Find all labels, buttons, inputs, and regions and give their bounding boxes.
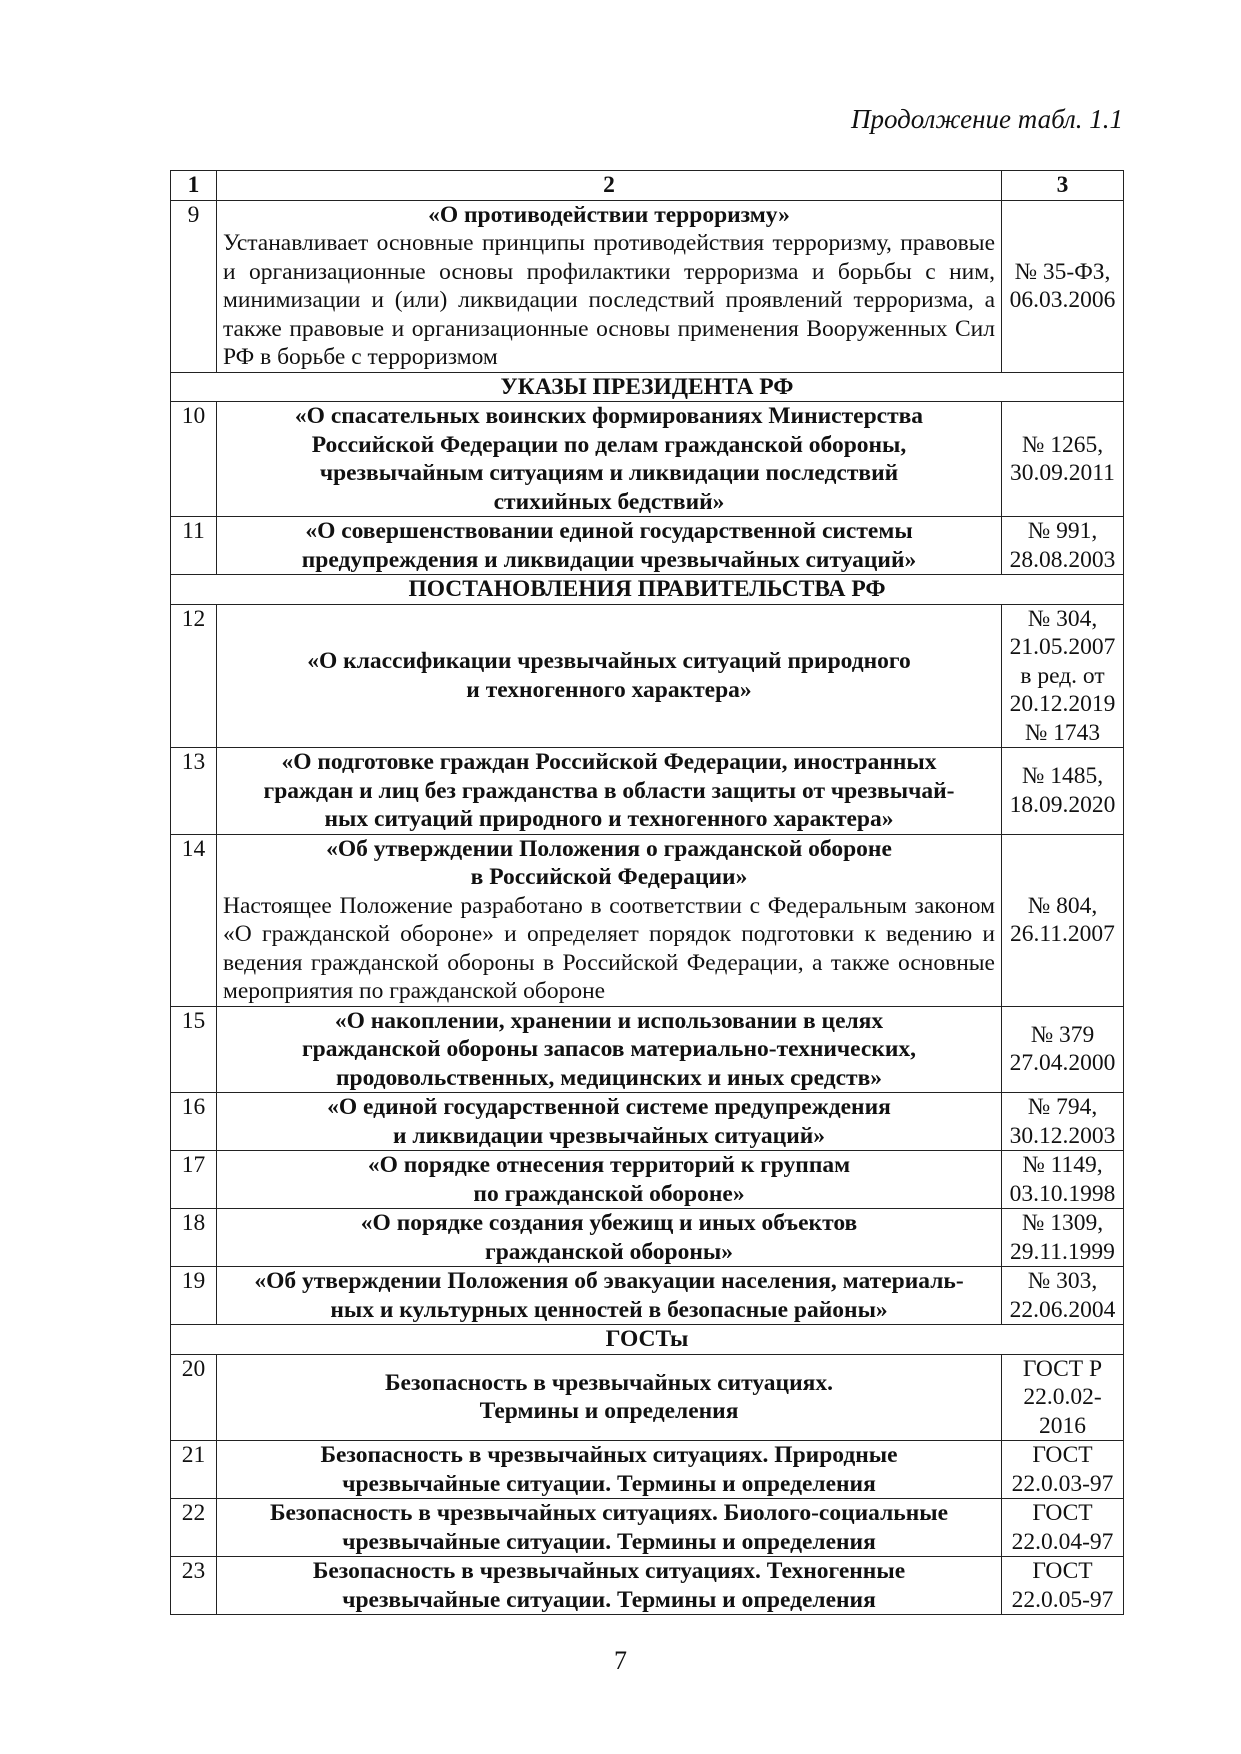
row-number: 14 (171, 834, 217, 1006)
document-title: «О накоплении, хранении и использовании в целях гражданской обороны запасов материально-технических, продовольственных, медицинских и иных средств» (301, 1007, 917, 1091)
document-reference: № 1265, 30.09.2011 (1002, 402, 1124, 517)
section-title: УКАЗЫ ПРЕЗИДЕНТА РФ (171, 372, 1124, 402)
row-number: 13 (171, 748, 217, 835)
document-cell (217, 200, 1002, 372)
table-row (171, 1209, 1124, 1267)
document-cell (217, 604, 1002, 748)
document-cell (217, 1209, 1002, 1267)
document-cell (217, 1499, 1002, 1557)
table-row (171, 517, 1124, 575)
document-reference: № 1309, 29.11.1999 (1002, 1209, 1124, 1267)
row-number: 21 (171, 1441, 217, 1499)
document-title: Безопасность в чрезвычайных ситуациях. Биолого-социальные чрезвычайные ситуации. Термины и определения (269, 1500, 949, 1555)
table-caption: Продолжение табл. 1.1 (850, 104, 1123, 134)
regulations-table (170, 170, 1124, 1615)
row-number: 15 (171, 1006, 217, 1093)
section-header-row (171, 1325, 1124, 1355)
table-row (171, 402, 1124, 517)
document-reference: № 991, 28.08.2003 (1002, 517, 1124, 575)
document-title: «О порядке создания убежищ и иных объектов гражданской обороны» (360, 1210, 858, 1265)
row-number: 12 (171, 604, 217, 748)
document-reference: № 1485, 18.09.2020 (1002, 748, 1124, 835)
document-reference: № 379 27.04.2000 (1002, 1006, 1124, 1093)
header-col-1: 1 (171, 171, 217, 201)
table-row (171, 1093, 1124, 1151)
table-row (171, 834, 1124, 1006)
table-row (171, 604, 1124, 748)
table-row (171, 1151, 1124, 1209)
section-header-row (171, 372, 1124, 402)
row-number: 17 (171, 1151, 217, 1209)
row-number: 19 (171, 1267, 217, 1325)
document-title: «О подготовке граждан Российской Федерации, иностранных граждан и лиц без гражданства в области защиты от чрезвычай- ных ситуаций природного и техногенного характера» (263, 749, 955, 832)
document-reference: № 794, 30.12.2003 (1002, 1093, 1124, 1151)
table-row (171, 1441, 1124, 1499)
row-number: 10 (171, 402, 217, 517)
table-row (171, 1354, 1124, 1441)
document-description: Устанавливает основные принципы противодействия терроризму, правовые и организационные основы профилактики терроризма и борьбы с ним, минимизации и (или) ликвидации последствий проявлений терроризма, а также правовые и организационные основы применения Вооруженных Сил РФ в борьбе с терроризмом (223, 230, 995, 370)
document-cell (217, 1093, 1002, 1151)
document-reference: № 35-ФЗ, 06.03.2006 (1002, 200, 1124, 372)
document-description: Настоящее Положение разработано в соответствии с Федеральным законом «О гражданской обороне» и определяет порядок подготовки к ведению и ведения гражданской обороны в Российской Федерации, а также основные мероприятия по гражданской обороне (223, 892, 995, 1004)
section-title: ПОСТАНОВЛЕНИЯ ПРАВИТЕЛЬСТВА РФ (171, 575, 1124, 605)
table-row (171, 1499, 1124, 1557)
page-number: 7 (614, 1646, 627, 1675)
document-cell (217, 1151, 1002, 1209)
document-cell (217, 1267, 1002, 1325)
row-number: 16 (171, 1093, 217, 1151)
document-title: «Об утверждении Положения о гражданской обороне в Российской Федерации» (326, 835, 892, 890)
table-row (171, 1267, 1124, 1325)
document-title: «О спасательных воинских формированиях Министерства Российской Федерации по делам гражданской обороны, чрезвычайным ситуациям и ликвидации последствий стихийных бедствий» (294, 403, 924, 515)
document-cell (217, 1557, 1002, 1615)
document-cell (217, 748, 1002, 835)
row-number: 11 (171, 517, 217, 575)
document-reference: ГОСТ 22.0.04-97 (1002, 1499, 1124, 1557)
document-reference: № 804, 26.11.2007 (1002, 834, 1124, 1006)
document-title: «О совершенствовании единой государственной системы предупреждения и ликвидации чрезвычайных ситуаций» (301, 518, 917, 573)
row-number: 18 (171, 1209, 217, 1267)
table-row (171, 1557, 1124, 1615)
document-title: «Об утверждении Положения об эвакуации населения, материаль- ных и культурных ценностей в безопасные районы» (254, 1268, 964, 1323)
document-reference: № 303, 22.06.2004 (1002, 1267, 1124, 1325)
document-cell (217, 1354, 1002, 1441)
document-title: «О единой государственной системе предупреждения и ликвидации чрезвычайных ситуаций» (327, 1094, 891, 1149)
document-title: «О классификации чрезвычайных ситуаций природного и техногенного характера» (307, 648, 911, 703)
document-cell (217, 1006, 1002, 1093)
document-cell (217, 834, 1002, 1006)
header-col-2: 2 (217, 171, 1002, 201)
document-cell (217, 1441, 1002, 1499)
document-title: Безопасность в чрезвычайных ситуациях. Термины и определения (385, 1369, 833, 1425)
document-title: Безопасность в чрезвычайных ситуациях. Техногенные чрезвычайные ситуации. Термины и определения (312, 1558, 906, 1613)
document-reference: ГОСТ 22.0.03-97 (1002, 1441, 1124, 1499)
document-reference: ГОСТ Р 22.0.02- 2016 (1002, 1354, 1124, 1441)
document-cell (217, 402, 1002, 517)
table-header-row (171, 171, 1124, 201)
row-number: 22 (171, 1499, 217, 1557)
row-number: 9 (171, 200, 217, 372)
row-number: 23 (171, 1557, 217, 1615)
document-reference: № 1149, 03.10.1998 (1002, 1151, 1124, 1209)
table-row (171, 200, 1124, 372)
table-row (171, 1006, 1124, 1093)
header-col-3: 3 (1002, 171, 1124, 201)
document-reference: ГОСТ 22.0.05-97 (1002, 1557, 1124, 1615)
document-title: Безопасность в чрезвычайных ситуациях. Природные чрезвычайные ситуации. Термины и определения (320, 1442, 898, 1497)
document-title: «О противодействии терроризму» (428, 201, 790, 228)
section-header-row (171, 575, 1124, 605)
document-title: «О порядке отнесения территорий к группам по гражданской обороне» (367, 1152, 851, 1207)
document-reference: № 304, 21.05.2007 в ред. от 20.12.2019 № 1743 (1002, 604, 1124, 748)
document-cell (217, 517, 1002, 575)
section-title: ГОСТы (171, 1325, 1124, 1355)
row-number: 20 (171, 1354, 217, 1441)
table-row (171, 748, 1124, 835)
